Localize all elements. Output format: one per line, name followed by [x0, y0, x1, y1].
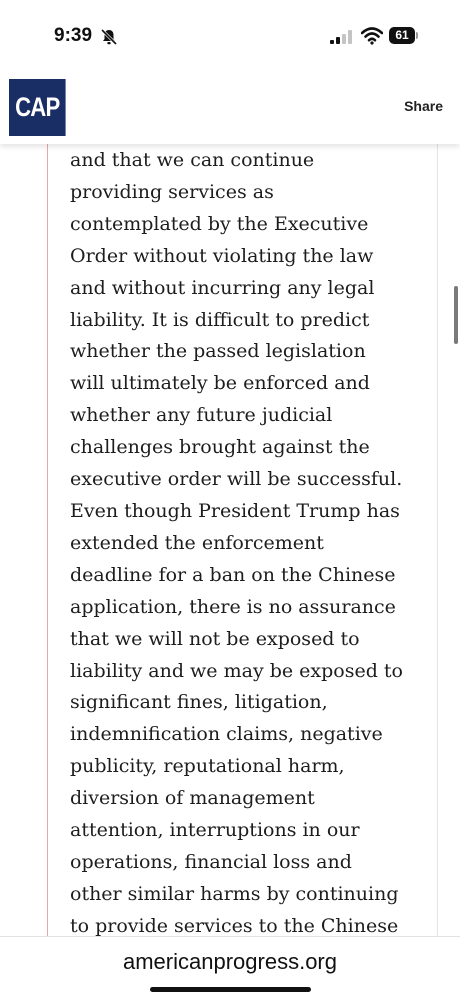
article-blockquote [70, 145, 436, 936]
article-line: significant fines, litigation, [70, 691, 328, 714]
article-line: application, there is no assurance [70, 595, 396, 618]
content-border [437, 144, 438, 936]
article-line: and that we can continue [70, 149, 315, 171]
bell-slash-icon [100, 28, 118, 46]
wifi-icon [361, 27, 383, 45]
article-line: publicity, reputational harm, [70, 755, 345, 778]
status-time: 9:39 [54, 25, 93, 46]
battery-level: 61 [389, 27, 415, 44]
cap-logo[interactable]: CAP [9, 79, 66, 136]
url-text[interactable]: americanprogress.org [123, 949, 337, 974]
article-line: will ultimately be enforced and [70, 372, 370, 395]
article-line: providing services as [70, 180, 274, 203]
article-line: challenges brought against the [70, 436, 370, 459]
article-content [0, 144, 460, 936]
battery-tip [416, 32, 418, 39]
article-line: Even though President Trump has [70, 499, 400, 522]
article-line: attention, interruptions in our [70, 819, 360, 842]
home-indicator[interactable] [150, 987, 311, 992]
article-line: extended the enforcement [70, 531, 324, 554]
site-header [0, 70, 460, 144]
article-line: contemplated by the Executive [70, 212, 369, 235]
share-button[interactable]: Share [404, 98, 443, 114]
article-line: to provide services to the Chinese [70, 914, 399, 936]
article-line: Order without violating the law [70, 244, 374, 267]
status-bar [0, 0, 460, 70]
article-line: indemnification claims, negative [70, 723, 383, 746]
article-line: operations, financial loss and [70, 850, 352, 873]
article-line: liability. It is difficult to predict [70, 308, 370, 331]
browser-address-bar[interactable] [0, 936, 460, 1000]
article-line: whether the passed legislation [70, 340, 366, 363]
article-line: executive order will be successful. [70, 468, 403, 491]
battery-indicator [389, 27, 419, 44]
article-line: diversion of management [70, 787, 315, 810]
cellular-signal-icon [330, 30, 352, 44]
article-line: and without incurring any legal [70, 276, 375, 299]
article-line: deadline for a ban on the Chinese [70, 563, 396, 586]
article-line: other similar harms by continuing [70, 882, 399, 905]
article-line: liability and we may be exposed to [70, 659, 403, 682]
scrollbar[interactable] [454, 286, 458, 344]
article-line: that we will not be exposed to [70, 627, 360, 650]
blockquote-rule [47, 144, 48, 936]
article-line: whether any future judicial [70, 404, 333, 427]
